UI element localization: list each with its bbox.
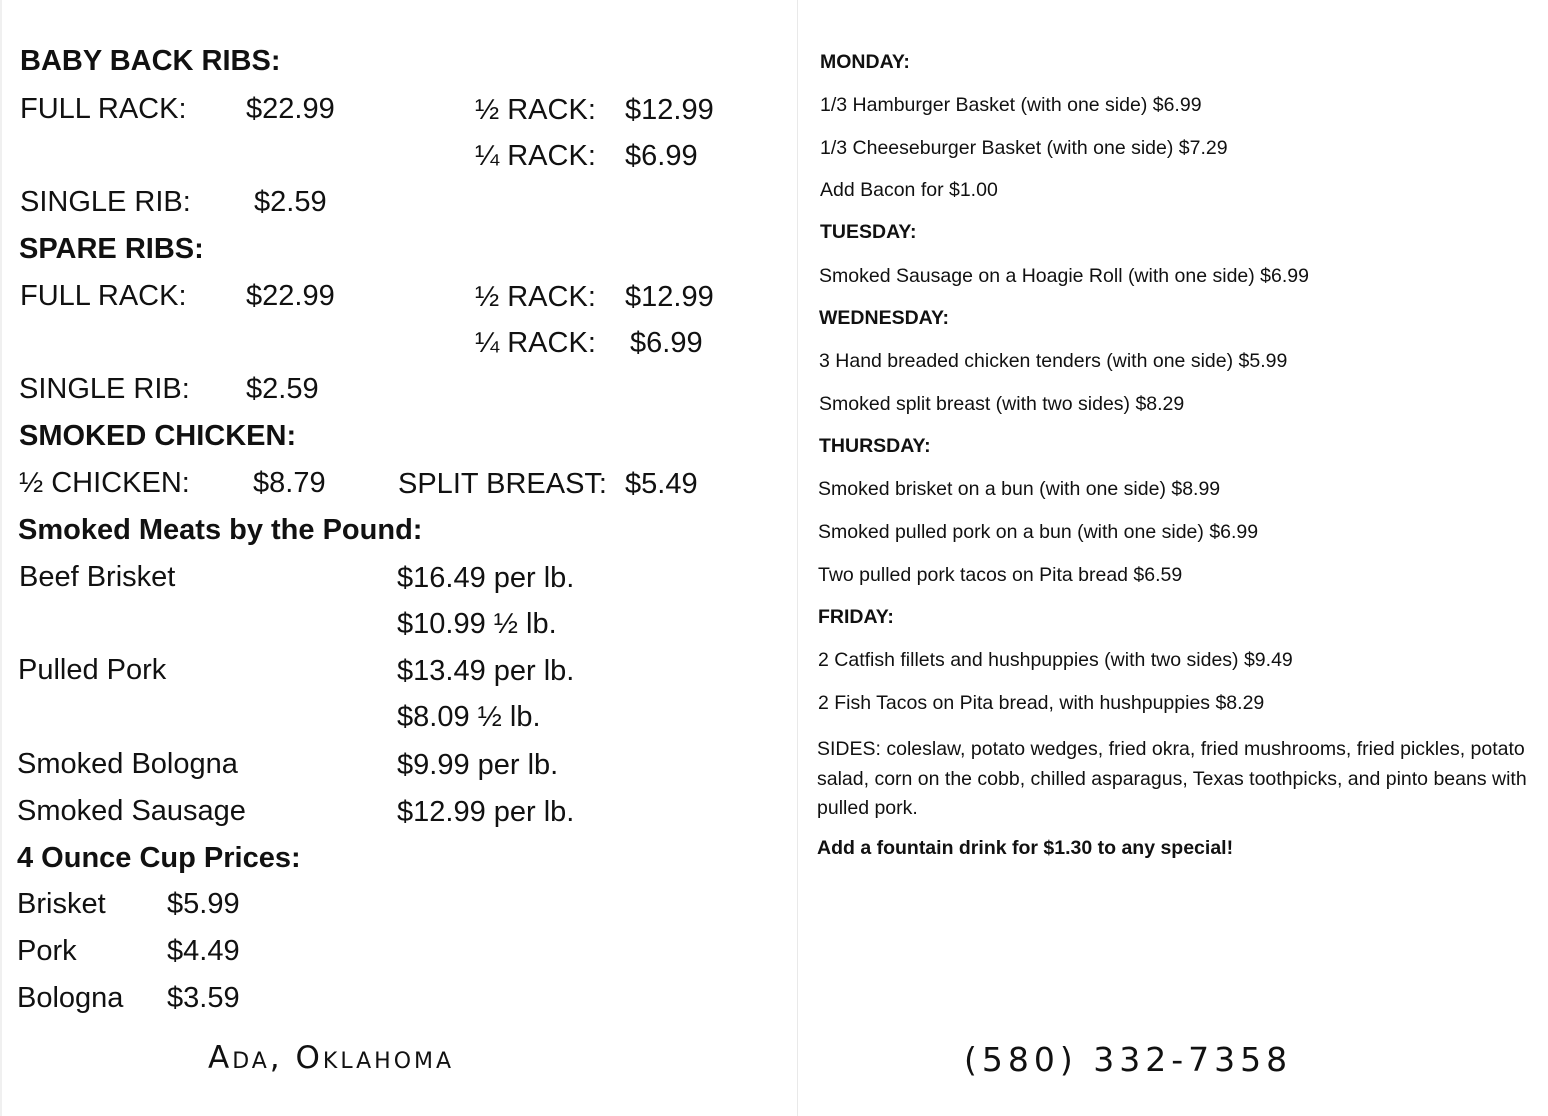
spare-half-rack-label: ½ RACK: xyxy=(475,281,596,313)
baby-back-single-rib-label: SINGLE RIB: xyxy=(20,186,191,218)
baby-back-half-rack-label: ½ RACK: xyxy=(475,94,596,126)
beef-brisket-name: Beef Brisket xyxy=(19,561,176,593)
tuesday-heading: TUESDAY: xyxy=(820,221,917,243)
monday-heading: MONDAY: xyxy=(820,51,910,73)
half-chicken-price: $8.79 xyxy=(253,467,326,499)
wednesday-heading: WEDNESDAY: xyxy=(819,307,950,329)
smoked-chicken-heading: SMOKED CHICKEN: xyxy=(19,420,297,452)
thursday-item: Smoked pulled pork on a bun (with one side) $6.99 xyxy=(818,521,1259,543)
fountain-drink-note: Add a fountain drink for $1.30 to any special! xyxy=(817,837,1234,859)
smoked-sausage-price: $12.99 per lb. xyxy=(397,796,575,828)
location-footer: Ada, Oklahoma xyxy=(208,1040,455,1076)
meats-by-pound-heading: Smoked Meats by the Pound: xyxy=(18,514,423,546)
thursday-item: Two pulled pork tacos on Pita bread $6.59 xyxy=(818,564,1183,586)
cup-bologna-name: Bologna xyxy=(17,982,124,1014)
pulled-pork-price-lb: $13.49 per lb. xyxy=(397,655,575,687)
cup-brisket-price: $5.99 xyxy=(167,888,240,920)
cup-bologna-price: $3.59 xyxy=(167,982,240,1014)
cup-prices-heading: 4 Ounce Cup Prices: xyxy=(17,842,301,874)
friday-item: 2 Catfish fillets and hushpuppies (with two sides) $9.49 xyxy=(818,649,1293,671)
tuesday-item: Smoked Sausage on a Hoagie Roll (with one side) $6.99 xyxy=(819,265,1309,287)
wednesday-item: 3 Hand breaded chicken tenders (with one side) $5.99 xyxy=(819,350,1288,372)
friday-heading: FRIDAY: xyxy=(818,606,894,628)
cup-brisket-name: Brisket xyxy=(17,888,106,920)
pulled-pork-price-half-lb: $8.09 ½ lb. xyxy=(397,701,541,733)
beef-brisket-price-half-lb: $10.99 ½ lb. xyxy=(397,608,557,640)
spare-quarter-rack-price: $6.99 xyxy=(630,327,703,359)
monday-item: 1/3 Cheeseburger Basket (with one side) $7.29 xyxy=(820,137,1228,159)
baby-back-single-rib-price: $2.59 xyxy=(254,186,327,218)
half-chicken-label: ½ CHICKEN: xyxy=(19,467,190,499)
friday-item: 2 Fish Tacos on Pita bread, with hushpuppies $8.29 xyxy=(818,692,1265,714)
split-breast-price: $5.49 xyxy=(625,468,698,500)
smoked-sausage-name: Smoked Sausage xyxy=(17,795,246,827)
spare-single-rib-price: $2.59 xyxy=(246,373,319,405)
cup-pork-name: Pork xyxy=(17,935,77,967)
monday-item: 1/3 Hamburger Basket (with one side) $6.99 xyxy=(820,94,1202,116)
smoked-bologna-price: $9.99 per lb. xyxy=(397,749,559,781)
spare-full-rack-label: FULL RACK: xyxy=(20,280,187,312)
spare-full-rack-price: $22.99 xyxy=(246,280,335,312)
wednesday-item: Smoked split breast (with two sides) $8.29 xyxy=(819,393,1185,415)
spare-ribs-heading: SPARE RIBS: xyxy=(19,233,204,265)
baby-back-quarter-rack-label: ¼ RACK: xyxy=(475,140,596,172)
baby-back-half-rack-price: $12.99 xyxy=(625,94,714,126)
sides-list: SIDES: coleslaw, potato wedges, fried okra, fried mushrooms, fried pickles, potato salad, corn on the cobb, chilled asparagus, Texas toothpicks, and pinto beans with pulled pork. xyxy=(817,738,1527,819)
spare-half-rack-price: $12.99 xyxy=(625,281,714,313)
pulled-pork-name: Pulled Pork xyxy=(18,654,167,686)
beef-brisket-price-lb: $16.49 per lb. xyxy=(397,562,575,594)
baby-back-full-rack-price: $22.99 xyxy=(246,93,335,125)
baby-back-full-rack-label: FULL RACK: xyxy=(20,93,187,125)
baby-back-quarter-rack-price: $6.99 xyxy=(625,140,698,172)
smoked-bologna-name: Smoked Bologna xyxy=(17,748,238,780)
monday-item: Add Bacon for $1.00 xyxy=(820,179,998,201)
baby-back-ribs-heading: BABY BACK RIBS: xyxy=(20,45,281,77)
right-panel xyxy=(798,0,1548,1116)
cup-pork-price: $4.49 xyxy=(167,935,240,967)
spare-single-rib-label: SINGLE RIB: xyxy=(19,373,190,405)
thursday-heading: THURSDAY: xyxy=(819,435,931,457)
spare-quarter-rack-label: ¼ RACK: xyxy=(475,327,596,359)
thursday-item: Smoked brisket on a bun (with one side) $8.99 xyxy=(818,478,1221,500)
split-breast-label: SPLIT BREAST: xyxy=(398,468,607,500)
phone-number: (580) 332-7358 xyxy=(964,1040,1293,1079)
